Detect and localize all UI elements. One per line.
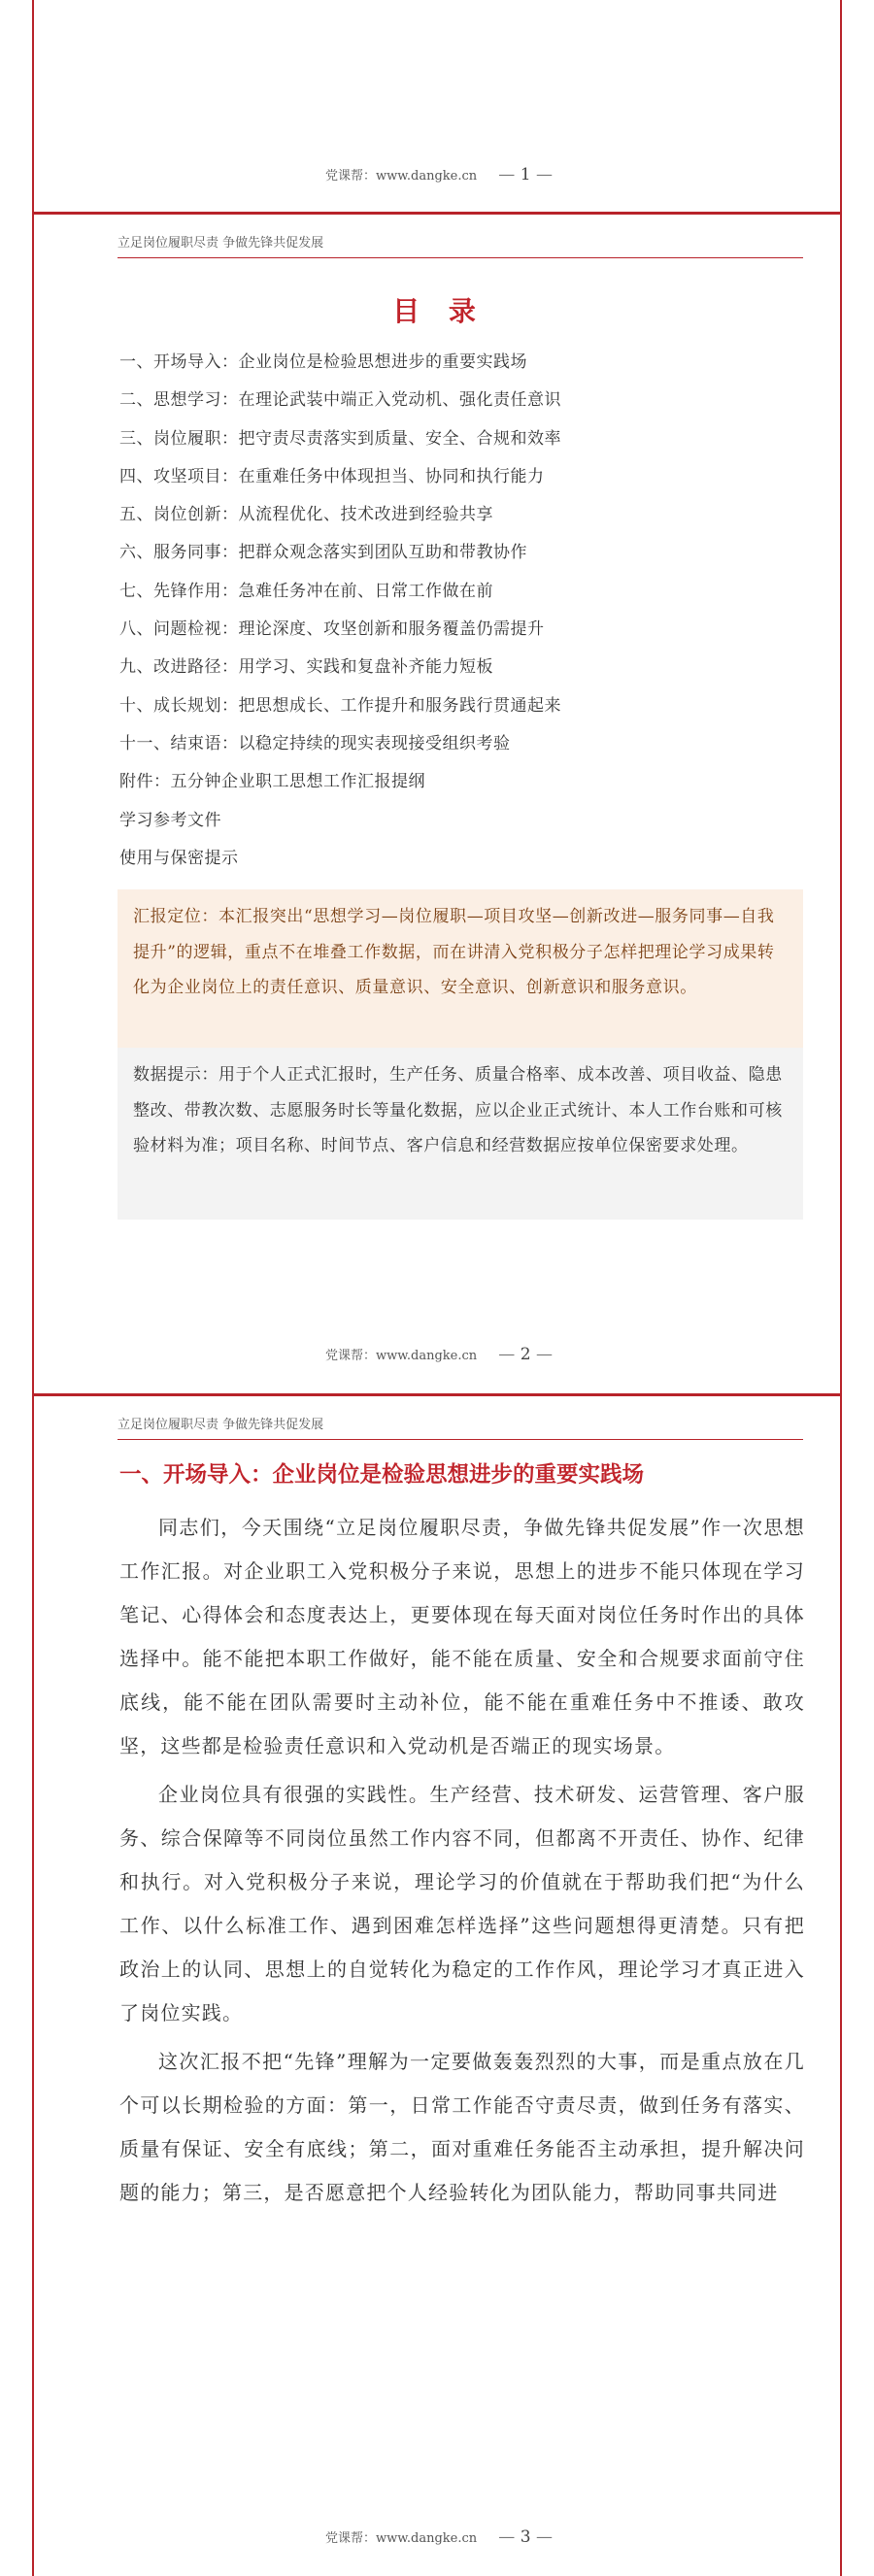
footer-site: 党课帮：www.dangke.cn [325, 2531, 478, 2546]
toc-item[interactable]: 一、开场导入：企业岗位是检验思想进步的重要实践场 [119, 352, 527, 372]
toc-item[interactable]: 学习参考文件 [119, 810, 221, 830]
page-footer: 党课帮：www.dangke.cn — 3 — [325, 2527, 553, 2547]
toc-item[interactable]: 三、岗位履职：把守责尽责落实到质量、安全、合规和效率 [119, 428, 561, 449]
data-tip-note: 数据提示：用于个人正式汇报时，生产任务、质量合格率、成本改善、项目收益、隐患整改、带教次数、志愿服务时长等量化数据，应以企业正式统计、本人工作台账和可核验材料为准；项目名称、时间节点、客户信息和经营数据应按单位保密要求处理。 [118, 1048, 803, 1220]
page-footer: 党课帮：www.dangke.cn — 2 — [325, 1345, 553, 1364]
page-3 [32, 1396, 842, 2576]
section-heading: 一、开场导入：企业岗位是检验思想进步的重要实践场 [119, 1462, 645, 1488]
toc-item[interactable]: 九、改进路径：用学习、实践和复盘补齐能力短板 [119, 657, 493, 678]
toc-item[interactable]: 八、问题检视：理论深度、攻坚创新和服务覆盖仍需提升 [119, 619, 545, 640]
page-number: 3 [520, 2527, 531, 2547]
paragraph: 企业岗位具有很强的实践性。生产经营、技术研发、运营管理、客户服务、综合保障等不同岗位虽然工作内容不同，但都离不开责任、协作、纪律和执行。对入党积极分子来说，理论学习的价值就在于帮助我们把“为什么工作、以什么标准工作、遇到困难怎样选择”这些问题想得更清楚。只有把政治上的认同、思想上的自觉转化为稳定的工作作风，理论学习才真正进入了岗位实践。 [119, 1783, 805, 2024]
toc-item[interactable]: 附件：五分钟企业职工思想工作汇报提纲 [119, 772, 425, 792]
page-header: 立足岗位履职尽责 争做先锋共促发展 [118, 1414, 803, 1440]
footer-site: 党课帮：www.dangke.cn [325, 1349, 478, 1363]
table-of-contents [119, 344, 805, 878]
page-number: 2 [520, 1345, 531, 1364]
toc-item[interactable]: 十一、结束语：以稳定持续的现实表现接受组织考验 [119, 733, 511, 753]
page-2 [32, 215, 842, 1393]
positioning-note: 汇报定位：本汇报突出“思想学习—岗位履职—项目攻坚—创新改进—服务同事—自我提升”的逻辑，重点不在堆叠工作数据，而在讲清入党积极分子怎样把理论学习成果转化为企业岗位上的责任意识、质量意识、安全意识、创新意识和服务意识。 [118, 889, 803, 1048]
paragraph: 同志们，今天围绕“立足岗位履职尽责，争做先锋共促发展”作一次思想工作汇报。对企业职工入党积极分子来说，思想上的进步不能只体现在学习笔记、心得体会和态度表达上，更要体现在每天面对岗位任务时作出的具体选择中。能不能把本职工作做好，能不能在质量、安全和合规要求面前守住底线，能不能在团队需要时主动补位，能不能在重难任务中不推诿、敢攻坚，这些都是检验责任意识和入党动机是否端正的现实场景。 [119, 1516, 805, 1757]
toc-item[interactable]: 七、先锋作用：急难任务冲在前、日常工作做在前 [119, 581, 493, 601]
footer-site: 党课帮：www.dangke.cn [325, 169, 478, 184]
toc-item[interactable]: 使用与保密提示 [119, 848, 239, 868]
page-header: 立足岗位履职尽责 争做先锋共促发展 [118, 232, 803, 258]
page-1 [32, 0, 842, 212]
toc-item[interactable]: 六、服务同事：把群众观念落实到团队互助和带教协作 [119, 543, 527, 563]
section-body [119, 1506, 805, 2220]
toc-item[interactable]: 十、成长规划：把思想成长、工作提升和服务践行贯通起来 [119, 695, 561, 716]
page-footer: 党课帮：www.dangke.cn — 1 — [325, 165, 553, 184]
page-number: 1 [520, 165, 531, 184]
toc-item[interactable]: 二、思想学习：在理论武装中端正入党动机、强化责任意识 [119, 390, 561, 411]
toc-item[interactable]: 五、岗位创新：从流程优化、技术改进到经验共享 [119, 505, 493, 525]
toc-item[interactable]: 四、攻坚项目：在重难任务中体现担当、协同和执行能力 [119, 466, 545, 486]
paragraph: 这次汇报不把“先锋”理解为一定要做轰轰烈烈的大事，而是重点放在几个可以长期检验的方面：第一，日常工作能否守责尽责，做到任务有落实、质量有保证、安全有底线；第二，面对重难任务能否主动承担，提升解决问题的能力；第三，是否愿意把个人经验转化为团队能力，帮助同事共同进 [119, 2050, 805, 2204]
toc-title: 目 录 [392, 295, 486, 327]
